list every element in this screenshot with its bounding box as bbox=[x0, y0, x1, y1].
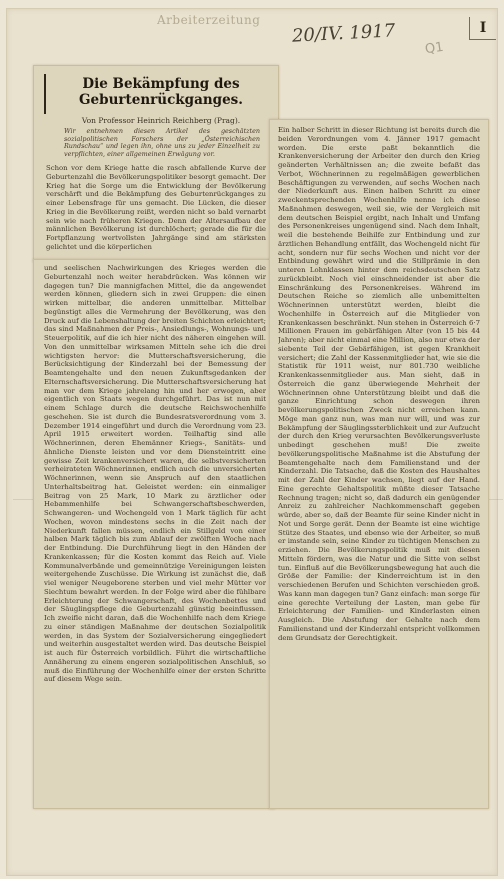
article-headline: Die Bekämpfung des Geburtenrückganges. bbox=[79, 76, 243, 108]
headline-rule bbox=[44, 74, 46, 114]
clipping-left-column bbox=[33, 259, 275, 809]
article-lead-text: Schon vor dem Kriege hatte die rasch abfallende Kurve der Geburtenzahl die Bevölkerungspolitiker besorgt gemacht. Der Krieg hat die Sorge um die Entwicklung der Bevölkerung verschärft und die Bekämpfung des Geburtenrückganges zu einer Lebensfrage für uns gemacht. Die Lücken, die dieser Krieg in die Bevölkerung reißt, werden nicht so bald vernarbt sein wie nach früheren Kriegen. Denn der Altersaufbau der männlichen Bevölkerung ist durchlöchert; gerade die für die Fortpflanzung wertvollsten Jahrgänge sind am stärksten gelichtet und die körperlichen bbox=[46, 164, 266, 251]
clipping-right-column bbox=[269, 119, 489, 809]
article-left-column-text: und seelischen Nachwirkungen des Krieges werden die Geburtenzahl noch weiter herabdrücken. Was können wir dagegen tun? Die mannigfachen Mittel, die da angewendet werden können, gliedern sich in zwei Gruppen: die einen wirken mittelbar, die anderen unmittelbar. Mittelbar begünstigt alles die Vermehrung der Bevölkerung, was den Druck auf die Lebenshaltung der breiten Schichten erleichtert; das sind Maßnahmen der Preis-, Ansiedlungs-, Wohnungs- und Steuerpolitik, auf die ich hier nicht des näheren eingehen will. Von den unmittelbar wirksamen Mitteln sehe ich die drei wichtigsten hervor: die Mutterschaftsversicherung, die Berücksichtigung der Kinderzahl bei der Bemessung der Beamtengehalte und den neuen Zukunftsgedanken der Elternschaftsversicherung. Die Mutterschaftsversicherung hat man vor dem Kriege jahrelang hin und her erwogen, aber eigentlich von Staats wegen durchgeführt. Das ist nun mit einem Schlage durch die deutsche Reichswochenhilfe geschehen. Sie ist durch die Bundesratsverordnung vom 3. Dezember 1914 eingeführt und durch die Verordnung vom 23. April 1915 erweitert worden. Teilhaftig sind alle Wöchnerinnen, deren Ehemänner Kriegs-, Sanitäts- und ähnliche Dienste leisten und vor dem Diensteintritt eine gewisse Zeit krankenversichert waren, die selbstversicherten verheirateten Wöchnerinnen, endlich auch die unversicherten Wöchnerinnen, wenn sie Anspruch auf den staatlichen Unterhaltsbeitrag hat. Geleistet werden: ein einmaliger Beitrag von 25 Mark, 10 Mark zu ärztlicher oder Hebammenhilfe bei Schwangerschaftsbeschwerden, Schwangeren- und Wochengeld von 1 Mark täglich für acht Wochen, wovon mindestens sechs in die Zeit nach der Niederkunft fallen müssen, endlich ein Stillgeld von einer halben Mark täglich bis zum Ablauf der zwölften Woche nach der Entbindung. Die Durchführung liegt in den Händen der Krankenkassen; für die Kosten kommt das Reich auf. Viele Kommunalverbände und gemeinnützige Vereinigungen leisten weitergehende Zuschüsse. Die Wirkung ist zunächst die, daß viel weniger Neugeborene sterben und viel mehr Mütter vor Siechtum bewahrt werden. In der Folge wird aber die fühlbare Erleichterung der Schwangerschaft, des Wochenbettes und der Säuglingspflege die Geburtenzahl günstig beeinflussen. Ich zweifle nicht daran, daß die Wochenhilfe nach dem Kriege zu einer ständigen Maßnahme der deutschen Sozialpolitik werden, in das System der Sozialversicherung eingegliedert und weiterhin ausgestaltet werden wird. Das deutsche Beispiel ist auch für Österreich vorbildlich. Führt die wirtschaftliche Annäherung zu einem engeren sozialpolitischen Anschluß, so muß die Einführung der Wochenhilfe einer der ersten Schritte auf diesem Wege sein. bbox=[44, 264, 266, 684]
handwritten-date: 20/IV. 1917 bbox=[291, 20, 396, 47]
article-intro: Wir entnehmen diesen Artikel des geschätzten sozialpolitischen Forschers der „Österreichischen Rundschau“ und legen ihn, ohne uns zu jeder Einzelheit zu verpflichten, einer allgemeinen Erwägung vor. bbox=[64, 127, 260, 158]
archive-card bbox=[6, 8, 498, 876]
newspaper-name: Arbeiterzeitung bbox=[157, 13, 261, 27]
article-byline: Von Professor Heinrich Reichberg (Prag). bbox=[81, 116, 241, 125]
page-tab-number: I bbox=[469, 17, 496, 40]
clipping-headline-section bbox=[33, 65, 279, 262]
article-right-column-text: Ein halber Schritt in dieser Richtung ist bereits durch die beiden Verordnungen vom 4. Jänner 1917 gemacht worden. Die erste paßt bekanntlich die Krankenversicherung der Arbeiter den durch den Krieg geänderten Verhältnissen an; die zweite befaßt das Verbot, Wöchnerinnen zu regelmäßigen gewerblichen Beschäftigungen zu verwenden, auf sechs Wochen nach der Niederkunft aus. Einen halben Schritt zu einer zweckentsprechenden Wochenhilfe nenne ich diese Maßnahmen deswegen, weil sie, wie der Vergleich mit dem deutschen Beispiel ergibt, nach Inhalt und Umfang des Personenkreises ungenügend sind. Nach dem Inhalt, weil die bestehende Beihilfe zur Entbindung und zur ärztlichen Behandlung entfällt, das Wochengeld nicht für acht, sondern nur für sechs Wochen und nicht vor der Entbindung gewährt wird und die Stillprämie in den unteren Lohnklassen hinter dem reichsdeutschen Satz zurückbleibt. Noch viel einschneidender ist aber die Einschränkung des Personenkreises. Während im Deutschen Reiche so ziemlich alle unbemittelten Wöchnerinnen unterstützt werden, bleibt die Wochenhilfe in Österreich auf die Mitglieder von Krankenkassen beschränkt. Nun stehen in Österreich 6·7 Millionen Frauen im gebärfähigen Alter (von 15 bis 44 Jahren); aber nicht einmal eine Million, also nur etwa der siebente Teil der Gebärfähigen, ist gegen Krankheit versichert; die Zahl der Kassenmitglieder hat, wie sie die Statistik für 1911 weist, nur 801.730 weibliche Krankenkassenmitglieder aus. Man sieht, daß in Österreich die ganz überwiegende Mehrheit der Wöchnerinnen ohne Unterstützung bleibt und daß die ganze Einrichtung schon deswegen ihren bevölkerungspolitischen Zweck nicht erreichen kann. Möge man ganz nun, was man nur will, und was zur Bekämpfung der Säuglingssterblichkeit und zur Aufzucht der durch den Krieg verursachten Bevölkerungsverluste unbedingt geschehen muß! Die zweite bevölkerungspolitische Maßnahme ist die Abstufung der Beamtengehalte nach dem Familienstand und der Kinderzahl. Die Tatsache, daß die Kosten des Haushaltes mit der Zahl der Kinder wachsen, liegt auf der Hand. Eine gerechte Gehaltspolitik müßte dieser Tatsache Rechnung tragen; nicht so, daß dadurch ein genügender Anreiz zu zahlreicher Nachkommenschaft gegeben würde, aber so, daß der Beamte für seine Kinder nicht in Not und Sorge gerät. Denn der Beamte ist eine wichtige Stütze des Staates, und ebenso wie der Arbeiter, so muß er imstande sein, seine Kinder zu tüchtigen Menschen zu erziehen. Die Bevölkerungspolitik muß mit diesen Mitteln fördern, was die Natur und die Sitte von selbst tun. Einfluß auf die Bevölkerungsbewegung hat auch die Größe der Familie: der Kinderreichtum ist in den verschiedenen Berufen und Schichten verschieden groß. Was kann man dagegen tun? Ganz einfach: man sorge für eine gerechte Verteilung der Lasten, man gebe für Erleichterung der Familien- und Kinderlasten einen Ausgleich. Die Abstufung der Gehalte nach dem Familienstand und der Kinderzahl entspricht vollkommen dem Grundsatz der Gerechtigkeit. bbox=[278, 126, 480, 642]
pencil-note: Q1 bbox=[424, 39, 445, 58]
